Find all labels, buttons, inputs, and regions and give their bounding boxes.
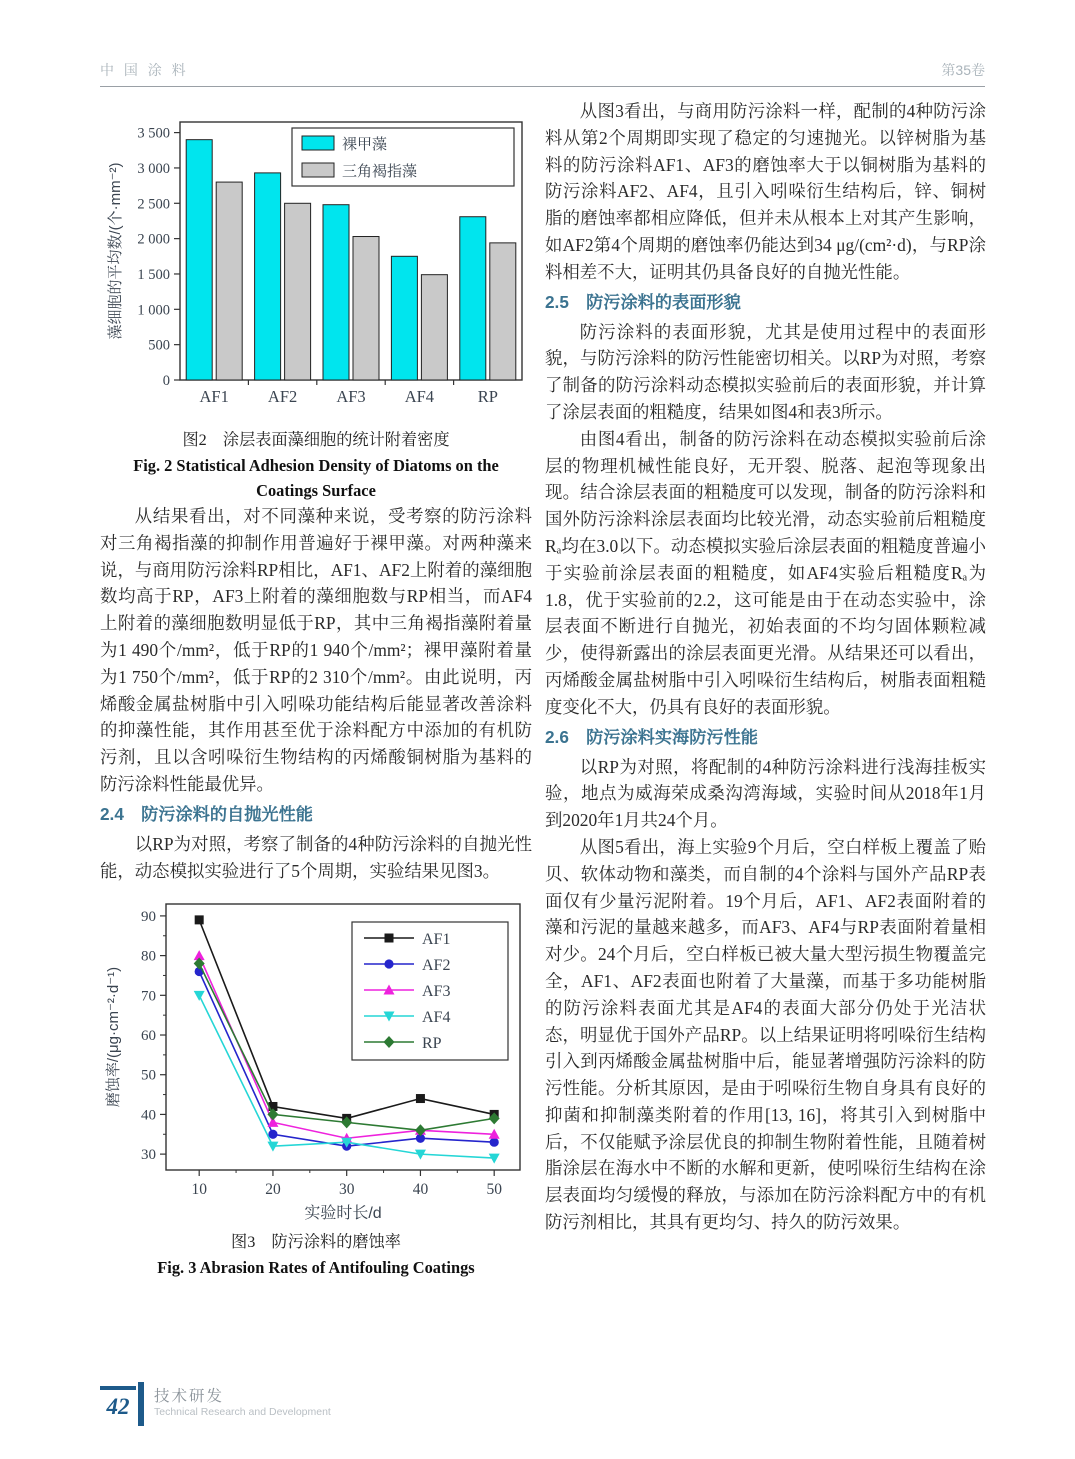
footer-accent-bar: [138, 1382, 144, 1426]
paragraph: 由图4看出，制备的防污涂料在动态模拟实验前后涂层的物理机械性能良好，无开裂、脱落、起泡等现象出现。结合涂层表面的粗糙度可以发现，制备的防污涂料和国外防污涂料涂层表面均比较光滑，动态实验前后粗糙度Rₐ均在3.0以下。动态模拟实验后涂层表面的粗糙度普遍小于实验前涂层表面的粗糙度，如AF4实验后粗糙度Rₐ为1.8，优于实验前的2.2，这可能是由于在动态实验中，涂层表面不断进行自抛光，初始表面的不均匀固体颗粒减少，使得新露出的涂层表面更光滑。从结果还可以看出，丙烯酸金属盐树脂中引入吲哚衍生结构后，树脂表面粗糙度变化不大，仍具有良好的表面形貌。: [545, 428, 986, 717]
paragraph: 从结果看出，对不同藻种来说，受考察的防污涂料对三角褐指藻的抑制作用普遍好于裸甲藻。对两种藻来说，与商用防污涂料RP相比，AF1、AF2上附着的藻细胞数均高于RP，AF3上附着的藻细胞数与RP相当，而AF4上附着的藻细胞数明显低于RP，其中三角褐指藻附着量为1 490个/mm²，低于RP的1 940个/mm²；裸甲藻附着量为1 750个/mm²，低于RP的2 310个/mm²。由此说明，丙烯酸金属盐树脂中引入吲哚功能结构后能显著改善涂料的抑藻性能，其作用甚至优于涂料配方中添加的有机防污剂，且以含吲哚衍生物结构的丙烯酸铜树脂为基料的防污涂料性能最优异。: [100, 506, 532, 794]
svg-text:500: 500: [148, 337, 170, 354]
svg-text:AF4: AF4: [404, 387, 435, 406]
svg-text:AF2: AF2: [422, 957, 451, 975]
figure-3-line-chart: [100, 894, 532, 1226]
right-column: [545, 98, 986, 1236]
svg-text:RP: RP: [477, 387, 498, 406]
paragraph: 从图5看出，海上实验9个月后，空白样板上覆盖了贻贝、软体动物和藻类，而自制的4个涂料与国外产品RP表面仅有少量污泥附着。19个月后，AF1、AF2表面附着的藻和污泥的量越来越多，而AF3、AF4与RP表面附着量相对少。24个月后，空白样板已被大量大型污损生物覆盖完全，AF1、AF2表面也附着了大量藻，而基于多功能树脂的防污涂料表面尤其是AF4的表面大部分仍处于光洁状态，明显优于国外产品RP。以上结果证明将吲哚衍生结构引入到丙烯酸金属盐树脂中后，能显著增强防污涂料的防污性能。分析其原因，是由于吲哚衍生物自身具有良好的抑菌和抑制藻类附着的作用[13, 16]，将其引入到树脂中后，不仅能赋予涂层优良的抑制生物附着性能，且随着树脂涂层在海水中不断的水解和更新，使吲哚衍生结构在涂层表面均匀缓慢的释放，与添加在防污涂料配方中的有机防污剂相比，其具有更均匀、持久的防污效果。: [545, 836, 986, 1233]
figure-2-caption-en2: Coatings Surface: [256, 481, 376, 500]
svg-text:AF1: AF1: [199, 387, 229, 406]
paragraph: 从图3看出，与商用防污涂料一样，配制的4种防污涂料从第2个周期即实现了稳定的匀速抛光。以锌树脂为基料的防污涂料AF1、AF3的磨蚀率大于以铜树脂为基料的防污涂料AF2、AF4，且引入吲哚衍生结构后，锌、铜树脂的磨蚀率都相应降低，但并未从根本上对其产生影响，如AF2第4个周期的磨蚀率仍能达到34 μg/(cm²·d)，与RP涂料相差不大，证明其仍具备良好的自抛光性能。: [545, 101, 986, 282]
section-heading-2-5: 2.5 防污涂料的表面形貌: [545, 291, 741, 312]
svg-text:10: 10: [191, 1181, 207, 1199]
svg-text:裸甲藻: 裸甲藻: [342, 136, 388, 153]
section-heading-2-4: 2.4 防污涂料的自抛光性能: [100, 803, 313, 824]
svg-text:2 000: 2 000: [137, 231, 170, 248]
svg-text:40: 40: [412, 1181, 429, 1199]
svg-text:40: 40: [141, 1107, 156, 1124]
page-header: [100, 56, 985, 87]
figure-3-caption-cn: 图3 防污涂料的磨蚀率: [231, 1233, 401, 1252]
footer-section-en: Technical Research and Development: [154, 1406, 331, 1418]
svg-text:AF1: AF1: [422, 931, 451, 949]
figure-3: [100, 894, 532, 1280]
svg-text:3 500: 3 500: [137, 125, 170, 142]
page-number: 42: [100, 1386, 136, 1424]
svg-text:70: 70: [141, 988, 156, 1005]
svg-text:30: 30: [338, 1181, 355, 1199]
figure-2-bar-chart: [100, 110, 532, 424]
svg-text:实验时长/d: 实验时长/d: [304, 1205, 382, 1223]
svg-text:RP: RP: [422, 1035, 442, 1053]
paragraph: 防污涂料的表面形貌，尤其是使用过程中的表面形貌，与防污涂料的防污性能密切相关。以RP为对照，考察了制备的防污涂料动态模拟实验前后的表面形貌，并计算了涂层表面的粗糙度，结果如图4和表3所示。: [545, 321, 986, 422]
svg-text:2 500: 2 500: [137, 196, 170, 213]
svg-text:3 000: 3 000: [137, 160, 170, 177]
svg-text:80: 80: [141, 948, 156, 965]
paragraph: 以RP为对照，将配制的4种防污涂料进行浅海挂板实验，地点为威海荣成桑沟湾海域，实验时间从2018年1月到2020年1月共24个月。: [545, 756, 986, 831]
page-footer: [100, 1382, 600, 1432]
figure-2-caption-en: Fig. 2 Statistical Adhesion Density of Diatoms on the: [133, 456, 499, 475]
svg-text:AF2: AF2: [267, 387, 298, 406]
svg-text:0: 0: [162, 373, 170, 389]
figure-2-caption-cn: 图2 涂层表面藻细胞的统计附着密度: [182, 431, 450, 449]
svg-text:1 000: 1 000: [137, 302, 170, 319]
svg-text:AF4: AF4: [422, 1009, 451, 1027]
figure-3-caption-en: Fig. 3 Abrasion Rates of Antifouling Coatings: [157, 1258, 475, 1278]
footer-section-cn: 技术研发: [154, 1388, 225, 1405]
figure-2: [100, 110, 532, 503]
left-column: [100, 104, 532, 1280]
svg-text:藻细胞的平均数/(个·mm⁻²): 藻细胞的平均数/(个·mm⁻²): [107, 162, 124, 340]
svg-text:三角褐指藻: 三角褐指藻: [342, 163, 418, 180]
svg-text:20: 20: [265, 1181, 281, 1199]
svg-text:50: 50: [486, 1181, 502, 1199]
svg-text:50: 50: [141, 1068, 156, 1085]
svg-text:30: 30: [141, 1147, 156, 1164]
svg-text:磨蚀率/(μg·cm⁻²·d⁻¹): 磨蚀率/(μg·cm⁻²·d⁻¹): [105, 967, 122, 1108]
svg-text:AF3: AF3: [422, 983, 451, 1001]
svg-text:1 500: 1 500: [137, 266, 170, 283]
section-heading-2-6: 2.6 防污涂料实海防污性能: [545, 726, 758, 747]
svg-text:60: 60: [141, 1028, 156, 1045]
svg-text:90: 90: [141, 909, 156, 926]
journal-name: 中 国 涂 料: [100, 62, 189, 78]
paragraph: 以RP为对照，考察了制备的4种防污涂料的自抛光性能，动态模拟实验进行了5个周期，实验结果见图3。: [100, 833, 532, 881]
volume-label: 第35卷: [941, 62, 985, 78]
svg-text:AF3: AF3: [336, 387, 366, 406]
